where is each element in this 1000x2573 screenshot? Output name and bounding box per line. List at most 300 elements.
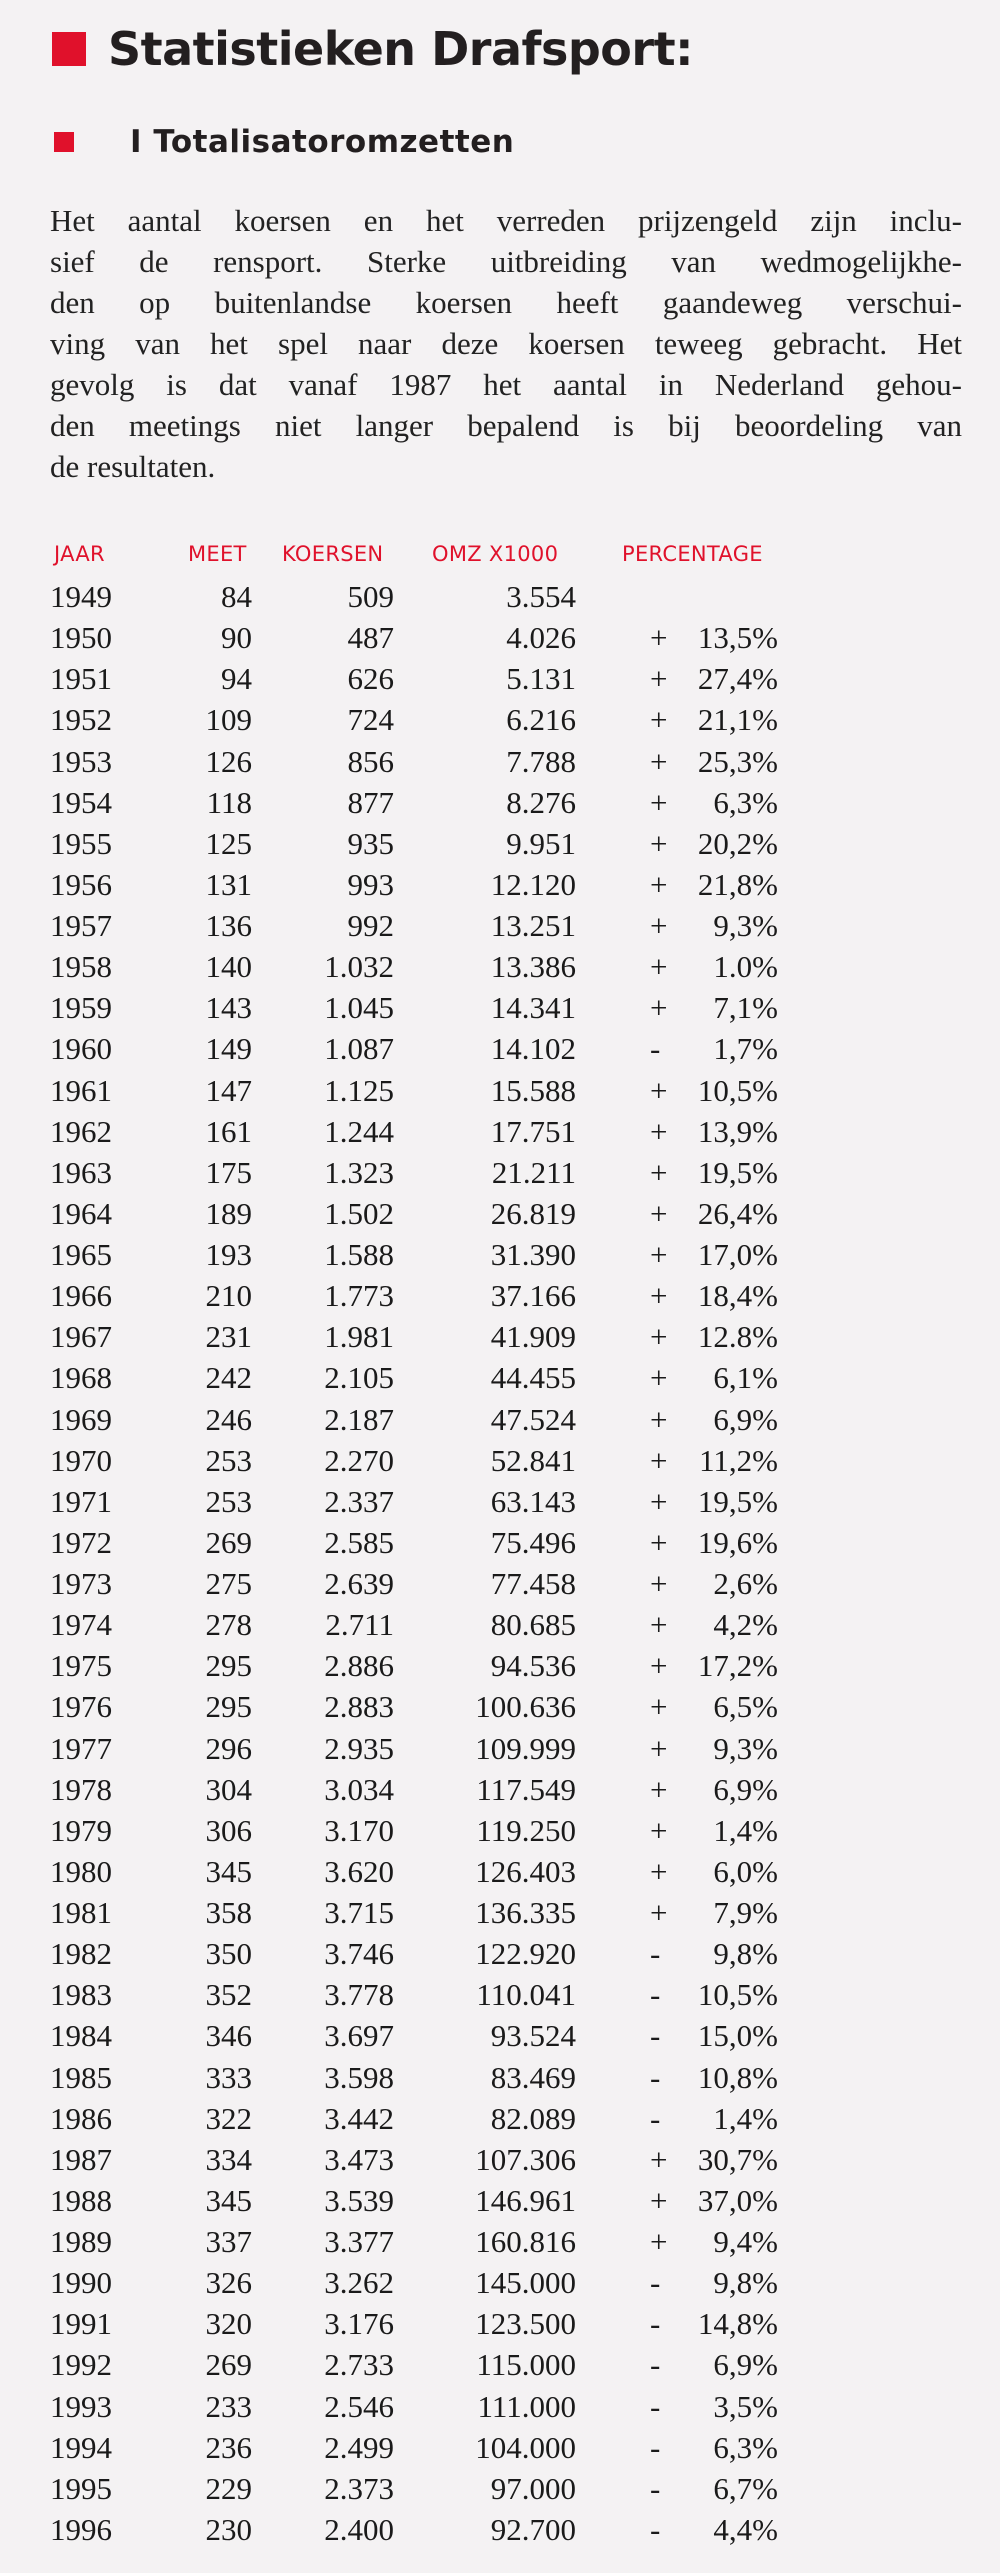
cell-percentage: 19,5% (697, 1483, 778, 1519)
cell-percentage: 15,0% (697, 2018, 778, 2054)
cell-jaar: 1972 (50, 1524, 112, 1560)
cell-koersen: 935 (347, 825, 394, 861)
cell-omz: 110.041 (476, 1977, 576, 2013)
table-header (0, 536, 1000, 578)
intro-line: den op buitenlandse koersen heeft gaandeweg verschui- (50, 285, 962, 320)
cell-omz: 83.469 (490, 2059, 576, 2095)
cell-percentage: 6,0% (713, 1853, 778, 1889)
cell-omz: 26.819 (490, 1195, 576, 1231)
cell-meet: 84 (221, 579, 252, 614)
table-row (0, 1771, 1000, 1812)
cell-percentage: 30,7% (697, 2141, 778, 2177)
cell-meet: 246 (205, 1401, 252, 1437)
cell-koersen: 3.377 (324, 2224, 394, 2259)
cell-meet: 230 (205, 2511, 252, 2547)
cell-koersen: 856 (347, 743, 394, 779)
table-body (0, 578, 1000, 2552)
table-row (0, 2100, 1000, 2141)
cell-sign: + (650, 990, 668, 1026)
cell-koersen: 992 (347, 908, 394, 943)
cell-koersen: 2.499 (324, 2429, 394, 2465)
cell-sign: + (650, 1319, 668, 1355)
cell-koersen: 2.585 (324, 1524, 394, 1560)
cell-meet: 90 (221, 620, 252, 656)
table-row (0, 578, 1000, 619)
cell-meet: 175 (205, 1154, 252, 1190)
cell-omz: 117.549 (476, 1771, 576, 1807)
cell-koersen: 1.323 (324, 1154, 394, 1190)
cell-percentage: 6,3% (713, 784, 778, 820)
cell-omz: 17.751 (490, 1113, 576, 1149)
cell-sign: + (650, 1154, 668, 1190)
cell-jaar: 1980 (50, 1853, 112, 1889)
intro-line: gevolg is dat vanaf 1987 het aantal in Nederland gehou- (50, 367, 962, 402)
cell-percentage: 1,7% (713, 1031, 778, 1067)
cell-sign: + (650, 1771, 668, 1807)
cell-meet: 229 (205, 2470, 252, 2506)
cell-percentage: 13,9% (697, 1113, 778, 1149)
cell-omz: 107.306 (475, 2141, 576, 2177)
cell-percentage: 6,7% (713, 2470, 778, 2506)
table-row (0, 1894, 1000, 1935)
cell-percentage: 9,3% (713, 908, 778, 943)
cell-koersen: 3.715 (324, 1895, 394, 1930)
cell-percentage: 17,0% (697, 1237, 778, 1272)
table-row (0, 907, 1000, 948)
cell-koersen: 3.473 (324, 2141, 394, 2177)
cell-percentage: 21,8% (697, 866, 778, 902)
cell-omz: 5.131 (506, 661, 576, 697)
cell-meet: 333 (205, 2059, 252, 2095)
cell-jaar: 1984 (50, 2018, 112, 2054)
cell-meet: 275 (205, 1566, 252, 1601)
cell-koersen: 509 (347, 579, 394, 614)
cell-meet: 109 (205, 702, 252, 738)
cell-omz: 122.920 (475, 1936, 576, 1972)
intro-paragraph (50, 200, 962, 487)
cell-jaar: 1954 (50, 784, 112, 820)
cell-percentage: 9,4% (713, 2224, 778, 2259)
cell-koersen: 2.886 (324, 1648, 394, 1684)
cell-omz: 44.455 (490, 1360, 576, 1396)
cell-jaar: 1963 (50, 1154, 112, 1190)
table-row (0, 1401, 1000, 1442)
cell-percentage: 20,2% (697, 825, 778, 861)
cell-sign: - (650, 2265, 661, 2301)
cell-meet: 269 (205, 1524, 252, 1560)
cell-koersen: 1.773 (324, 1278, 394, 1314)
table-row (0, 2470, 1000, 2511)
cell-meet: 94 (221, 661, 252, 697)
cell-meet: 322 (205, 2100, 252, 2136)
cell-koersen: 2.935 (324, 1730, 394, 1766)
table-row (0, 1688, 1000, 1729)
cell-sign: - (650, 2429, 661, 2465)
cell-percentage: 3,5% (713, 2388, 778, 2424)
cell-omz: 94.536 (490, 1648, 576, 1684)
cell-jaar: 1990 (50, 2265, 112, 2301)
intro-line: den meetings niet langer bepalend is bij beoordeling van (50, 408, 962, 443)
table-row (0, 1483, 1000, 1524)
cell-meet: 140 (205, 949, 252, 985)
title-row (52, 22, 693, 76)
cell-percentage: 17,2% (697, 1648, 778, 1684)
cell-sign: + (650, 661, 668, 697)
cell-omz: 8.276 (506, 784, 576, 820)
cell-omz: 115.000 (476, 2347, 576, 2383)
cell-sign: + (650, 949, 668, 985)
cell-percentage: 2,6% (713, 1566, 778, 1601)
cell-omz: 9.951 (506, 825, 576, 861)
cell-jaar: 1957 (50, 908, 112, 943)
cell-omz: 7.788 (506, 743, 576, 779)
cell-percentage: 11,2% (699, 1442, 778, 1478)
cell-percentage: 27,4% (697, 661, 778, 697)
column-header-meet: MEET (188, 542, 247, 566)
cell-sign: + (650, 1607, 668, 1643)
cell-meet: 295 (205, 1689, 252, 1725)
cell-meet: 345 (205, 1853, 252, 1889)
cell-percentage: 6,9% (713, 1771, 778, 1807)
cell-sign: + (650, 825, 668, 861)
cell-sign: + (650, 1689, 668, 1725)
intro-line: ving van het spel naar deze koersen teweeg gebracht. Het (50, 326, 962, 361)
table-row (0, 1277, 1000, 1318)
table-row (0, 2305, 1000, 2346)
cell-omz: 14.102 (490, 1031, 576, 1067)
table-row (0, 2346, 1000, 2387)
table-row (0, 1195, 1000, 1236)
cell-omz: 111.000 (477, 2388, 576, 2424)
table-row (0, 866, 1000, 907)
cell-omz: 119.250 (476, 1812, 576, 1848)
cell-koersen: 2.883 (324, 1689, 394, 1725)
cell-jaar: 1956 (50, 866, 112, 902)
cell-jaar: 1964 (50, 1195, 112, 1231)
cell-koersen: 487 (347, 620, 394, 656)
statistics-table (0, 536, 1000, 2552)
cell-jaar: 1991 (50, 2306, 112, 2342)
cell-percentage: 6,5% (713, 1689, 778, 1725)
cell-meet: 334 (205, 2141, 252, 2177)
cell-sign: + (650, 908, 668, 943)
cell-omz: 3.554 (506, 579, 576, 614)
cell-percentage: 9,8% (713, 2265, 778, 2301)
cell-meet: 345 (205, 2182, 252, 2218)
cell-sign: + (650, 1401, 668, 1437)
cell-meet: 352 (205, 1977, 252, 2013)
cell-koersen: 3.176 (324, 2306, 394, 2342)
cell-percentage: 6,1% (713, 1360, 778, 1396)
cell-jaar: 1955 (50, 825, 112, 861)
cell-koersen: 993 (347, 866, 394, 902)
cell-meet: 210 (205, 1278, 252, 1314)
cell-meet: 253 (205, 1483, 252, 1519)
cell-koersen: 2.337 (324, 1483, 394, 1519)
cell-meet: 296 (205, 1730, 252, 1766)
cell-sign: + (650, 620, 668, 656)
cell-koersen: 2.270 (324, 1442, 394, 1478)
table-row (0, 1935, 1000, 1976)
table-row (0, 2017, 1000, 2058)
cell-koersen: 2.373 (324, 2470, 394, 2506)
cell-omz: 160.816 (475, 2224, 576, 2259)
cell-sign: + (650, 2182, 668, 2218)
cell-sign: + (650, 1524, 668, 1560)
cell-meet: 269 (205, 2347, 252, 2383)
cell-omz: 37.166 (490, 1278, 576, 1314)
cell-jaar: 1977 (50, 1730, 112, 1766)
cell-sign: + (650, 1360, 668, 1396)
cell-sign: + (650, 784, 668, 820)
cell-percentage: 1,4% (713, 1812, 778, 1848)
cell-percentage: 21,1% (697, 702, 778, 738)
cell-jaar: 1959 (50, 990, 112, 1026)
cell-koersen: 1.244 (324, 1113, 394, 1149)
cell-koersen: 877 (347, 784, 394, 820)
cell-omz: 126.403 (475, 1853, 576, 1889)
cell-koersen: 1.045 (324, 990, 394, 1026)
table-row (0, 1524, 1000, 1565)
cell-jaar: 1988 (50, 2182, 112, 2218)
cell-meet: 193 (205, 1237, 252, 1272)
cell-percentage: 19,6% (697, 1524, 778, 1560)
cell-omz: 145.000 (475, 2265, 576, 2301)
table-row (0, 825, 1000, 866)
cell-sign: - (650, 1031, 661, 1067)
cell-meet: 337 (205, 2224, 252, 2259)
cell-jaar: 1952 (50, 702, 112, 738)
cell-sign: + (650, 866, 668, 902)
table-row (0, 784, 1000, 825)
table-row (0, 1154, 1000, 1195)
cell-sign: - (650, 2388, 661, 2424)
cell-omz: 146.961 (475, 2182, 576, 2218)
page-title: Statistieken Drafsport: (108, 22, 693, 76)
cell-meet: 161 (205, 1113, 252, 1149)
cell-jaar: 1953 (50, 743, 112, 779)
cell-jaar: 1975 (50, 1648, 112, 1684)
cell-meet: 304 (205, 1771, 252, 1807)
cell-koersen: 1.087 (324, 1031, 394, 1067)
cell-meet: 131 (205, 866, 252, 902)
cell-sign: + (650, 1648, 668, 1684)
cell-sign: + (650, 1072, 668, 1108)
cell-jaar: 1985 (50, 2059, 112, 2095)
cell-jaar: 1961 (50, 1072, 112, 1108)
cell-meet: 253 (205, 1442, 252, 1478)
cell-koersen: 1.502 (324, 1195, 394, 1231)
table-row (0, 1812, 1000, 1853)
cell-percentage: 6,9% (713, 2347, 778, 2383)
cell-jaar: 1951 (50, 661, 112, 697)
cell-meet: 350 (205, 1936, 252, 1972)
cell-jaar: 1949 (50, 579, 112, 614)
cell-sign: + (650, 1442, 668, 1478)
cell-omz: 15.588 (490, 1072, 576, 1108)
cell-meet: 118 (206, 784, 252, 820)
cell-jaar: 1976 (50, 1689, 112, 1725)
table-row (0, 743, 1000, 784)
table-row (0, 1730, 1000, 1771)
cell-meet: 295 (205, 1648, 252, 1684)
cell-omz: 75.496 (490, 1524, 576, 1560)
cell-sign: + (650, 1895, 668, 1930)
cell-percentage: 7,9% (713, 1895, 778, 1930)
cell-koersen: 3.034 (324, 1771, 394, 1807)
cell-meet: 231 (205, 1319, 252, 1355)
cell-meet: 358 (205, 1895, 252, 1930)
cell-jaar: 1996 (50, 2511, 112, 2547)
cell-jaar: 1965 (50, 1237, 112, 1272)
cell-meet: 236 (205, 2429, 252, 2465)
cell-percentage: 19,5% (697, 1154, 778, 1190)
cell-koersen: 3.746 (324, 1936, 394, 1972)
cell-jaar: 1973 (50, 1566, 112, 1601)
cell-percentage: 4,2% (713, 1607, 778, 1643)
cell-percentage: 10,5% (697, 1977, 778, 2013)
cell-percentage: 18,4% (697, 1278, 778, 1314)
cell-meet: 346 (205, 2018, 252, 2054)
table-row (0, 989, 1000, 1030)
cell-koersen: 724 (347, 702, 394, 738)
cell-omz: 80.685 (490, 1607, 576, 1643)
cell-omz: 100.636 (475, 1689, 576, 1725)
cell-meet: 147 (205, 1072, 252, 1108)
cell-sign: + (650, 1566, 668, 1601)
cell-jaar: 1974 (50, 1607, 112, 1643)
cell-koersen: 1.032 (324, 949, 394, 985)
column-header-percentage: PERCENTAGE (622, 542, 763, 566)
intro-line: de resultaten. (50, 449, 216, 484)
cell-jaar: 1986 (50, 2100, 112, 2136)
cell-omz: 93.524 (490, 2018, 576, 2054)
cell-koersen: 2.400 (324, 2511, 394, 2547)
cell-koersen: 2.546 (324, 2388, 394, 2424)
cell-koersen: 1.125 (324, 1072, 394, 1108)
cell-koersen: 3.442 (324, 2100, 394, 2136)
cell-koersen: 626 (347, 661, 394, 697)
cell-sign: + (650, 2141, 668, 2177)
cell-percentage: 26,4% (697, 1195, 778, 1231)
cell-jaar: 1969 (50, 1401, 112, 1437)
column-header-jaar: JAAR (54, 542, 105, 566)
cell-omz: 77.458 (490, 1566, 576, 1601)
cell-percentage: 14,8% (697, 2306, 778, 2342)
cell-percentage: 12.8% (697, 1319, 778, 1355)
cell-sign: + (650, 2224, 668, 2259)
cell-omz: 109.999 (475, 1730, 576, 1766)
cell-sign: + (650, 743, 668, 779)
cell-meet: 242 (205, 1360, 252, 1396)
column-header-koersen: KOERSEN (282, 542, 384, 566)
intro-line: Het aantal koersen en het verreden prijzengeld zijn inclu- (50, 203, 962, 238)
cell-koersen: 3.262 (324, 2265, 394, 2301)
cell-sign: + (650, 702, 668, 738)
table-row (0, 1113, 1000, 1154)
table-row (0, 1647, 1000, 1688)
cell-jaar: 1967 (50, 1319, 112, 1355)
cell-percentage: 13,5% (697, 620, 778, 656)
cell-omz: 13.251 (490, 908, 576, 943)
cell-percentage: 4,4% (713, 2511, 778, 2547)
red-square-icon (54, 132, 74, 152)
cell-sign: + (650, 1278, 668, 1314)
cell-meet: 143 (205, 990, 252, 1026)
cell-meet: 189 (205, 1195, 252, 1231)
table-row (0, 1030, 1000, 1071)
cell-jaar: 1970 (50, 1442, 112, 1478)
cell-meet: 306 (205, 1812, 252, 1848)
cell-koersen: 3.170 (324, 1812, 394, 1848)
table-row (0, 2388, 1000, 2429)
cell-sign: - (650, 2470, 661, 2506)
cell-omz: 21.211 (491, 1154, 576, 1190)
cell-sign: - (650, 2511, 661, 2547)
table-row (0, 2182, 1000, 2223)
table-row (0, 2059, 1000, 2100)
cell-jaar: 1960 (50, 1031, 112, 1067)
cell-percentage: 9,8% (713, 1936, 778, 1972)
red-square-icon (52, 32, 86, 66)
cell-sign: - (650, 1936, 661, 1972)
table-row (0, 1565, 1000, 1606)
cell-omz: 12.120 (490, 866, 576, 902)
cell-sign: + (650, 1237, 668, 1272)
cell-meet: 233 (205, 2388, 252, 2424)
cell-sign: - (650, 2306, 661, 2342)
cell-jaar: 1962 (50, 1113, 112, 1149)
section-subtitle: I Totalisatoromzetten (130, 124, 515, 160)
cell-sign: + (650, 1853, 668, 1889)
table-row (0, 1976, 1000, 2017)
cell-jaar: 1993 (50, 2388, 112, 2424)
table-row (0, 1853, 1000, 1894)
cell-koersen: 2.105 (324, 1360, 394, 1396)
cell-koersen: 3.598 (324, 2059, 394, 2095)
table-row (0, 701, 1000, 742)
table-row (0, 660, 1000, 701)
table-row (0, 1318, 1000, 1359)
cell-omz: 31.390 (490, 1237, 576, 1272)
table-row (0, 948, 1000, 989)
cell-jaar: 1983 (50, 1977, 112, 2013)
cell-jaar: 1994 (50, 2429, 112, 2465)
table-row (0, 2141, 1000, 2182)
cell-jaar: 1958 (50, 949, 112, 985)
table-row (0, 619, 1000, 660)
cell-percentage: 10,8% (697, 2059, 778, 2095)
table-row (0, 2264, 1000, 2305)
cell-percentage: 25,3% (697, 743, 778, 779)
column-header-omz: OMZ X1000 (432, 542, 559, 566)
cell-meet: 326 (205, 2265, 252, 2301)
cell-koersen: 3.778 (324, 1977, 394, 2013)
cell-sign: + (650, 1195, 668, 1231)
cell-meet: 126 (205, 743, 252, 779)
table-row (0, 1359, 1000, 1400)
table-row (0, 1236, 1000, 1277)
cell-percentage: 9,3% (713, 1730, 778, 1766)
cell-percentage: 37,0% (697, 2182, 778, 2218)
cell-omz: 14.341 (490, 990, 576, 1026)
cell-koersen: 2.711 (325, 1607, 394, 1643)
cell-jaar: 1978 (50, 1771, 112, 1807)
cell-percentage: 7,1% (713, 990, 778, 1026)
cell-jaar: 1979 (50, 1812, 112, 1848)
cell-sign: - (650, 1977, 661, 2013)
cell-jaar: 1995 (50, 2470, 112, 2506)
